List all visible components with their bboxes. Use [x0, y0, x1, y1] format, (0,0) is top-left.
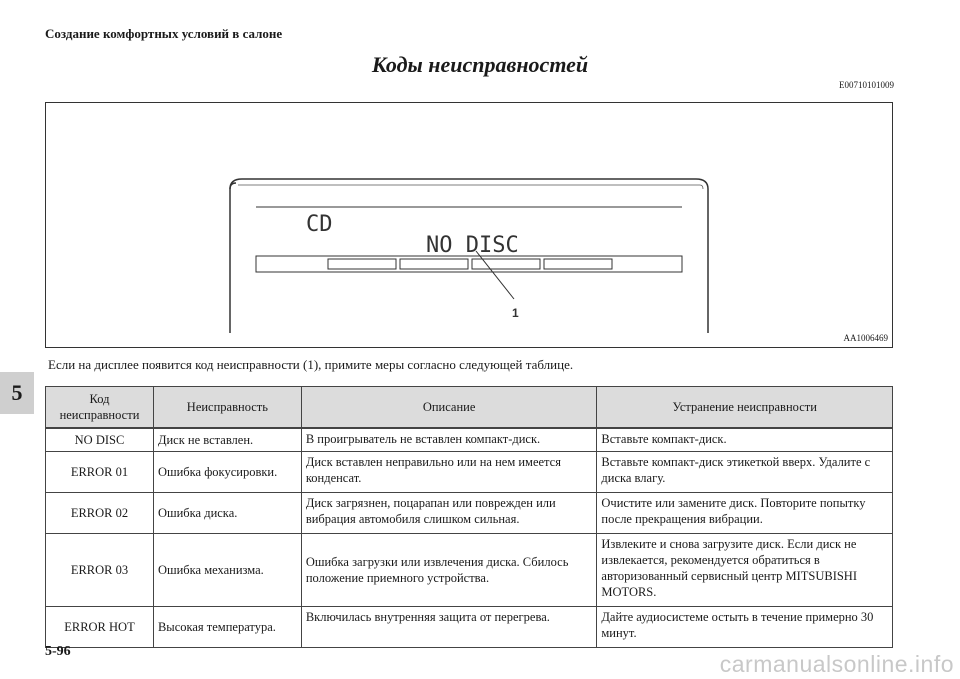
cell-description: Диск вставлен неправильно или на нем имеется конденсат.	[301, 452, 597, 493]
page-number: 5-96	[45, 644, 71, 659]
display-segment-1	[328, 259, 396, 269]
table-row	[46, 452, 893, 493]
cell-remedy: Очистите или замените диск. Повторите попытку после прекращения вибрации.	[597, 493, 893, 534]
display-segment-bar	[256, 256, 682, 272]
header-code: Код неисправности	[46, 387, 154, 429]
cell-code: NO DISC	[46, 428, 154, 452]
cell-fault: Ошибка фокусировки.	[153, 452, 301, 493]
error-codes-table	[45, 386, 893, 648]
table-row	[46, 607, 893, 648]
cell-description: Диск загрязнен, поцарапан или поврежден или вибрация автомобиля слишком сильная.	[301, 493, 597, 534]
cell-remedy: Вставьте компакт-диск.	[597, 428, 893, 452]
cell-code: ERROR 02	[46, 493, 154, 534]
cell-code: ERROR 03	[46, 534, 154, 607]
display-segment-3	[472, 259, 540, 269]
display-source-text: CD	[306, 212, 333, 237]
cell-description: В проигрыватель не вставлен компакт-диск.	[301, 428, 597, 452]
table-row	[46, 534, 893, 607]
figure-code: AA1006469	[843, 333, 888, 343]
display-segment-2	[400, 259, 468, 269]
cell-remedy: Извлеките и снова загрузите диск. Если диск не извлекается, рекомендуется обратиться в авторизованный сервисный центр MITSUBISHI MOTORS.	[597, 534, 893, 607]
display-message-text: NO DISC	[426, 233, 519, 258]
header-remedy: Устранение неисправности	[597, 387, 893, 429]
intro-text: Если на дисплее появится код неисправности (1), примите меры согласно следующей таблице.	[48, 357, 574, 372]
display-bezel-left	[230, 183, 236, 333]
cell-description: Ошибка загрузки или извлечения диска. Сбилось положение приемного устройства.	[301, 534, 597, 607]
header-fault: Неисправность	[153, 387, 301, 429]
chapter-tab: 5	[0, 372, 34, 414]
cell-fault: Ошибка механизма.	[153, 534, 301, 607]
cell-fault: Ошибка диска.	[153, 493, 301, 534]
cell-code: ERROR 01	[46, 452, 154, 493]
table-header-row	[46, 387, 893, 429]
display-bezel-inner	[238, 185, 703, 189]
page-title: Коды неисправностей	[371, 52, 589, 77]
section-header: Создание комфортных условий в салоне	[45, 26, 283, 41]
document-code: E00710101009	[839, 80, 894, 90]
cell-fault: Диск не вставлен.	[153, 428, 301, 452]
watermark: carmanualsonline.info	[719, 651, 954, 677]
cell-code: ERROR HOT	[46, 607, 154, 648]
cell-remedy: Вставьте компакт-диск этикеткой вверх. Удалите с диска влагу.	[597, 452, 893, 493]
callout-leader-line	[476, 251, 514, 299]
radio-display-illustration	[46, 103, 892, 347]
table-row	[46, 428, 893, 452]
header-description: Описание	[301, 387, 597, 429]
display-segment-4	[544, 259, 612, 269]
cell-description: Включилась внутренняя защита от перегрева.	[301, 607, 597, 648]
cell-fault: Высокая температура.	[153, 607, 301, 648]
display-figure	[45, 102, 893, 348]
table-row	[46, 493, 893, 534]
callout-number: 1	[512, 306, 519, 320]
cell-remedy: Дайте аудиосистеме остыть в течение примерно 30 минут.	[597, 607, 893, 648]
